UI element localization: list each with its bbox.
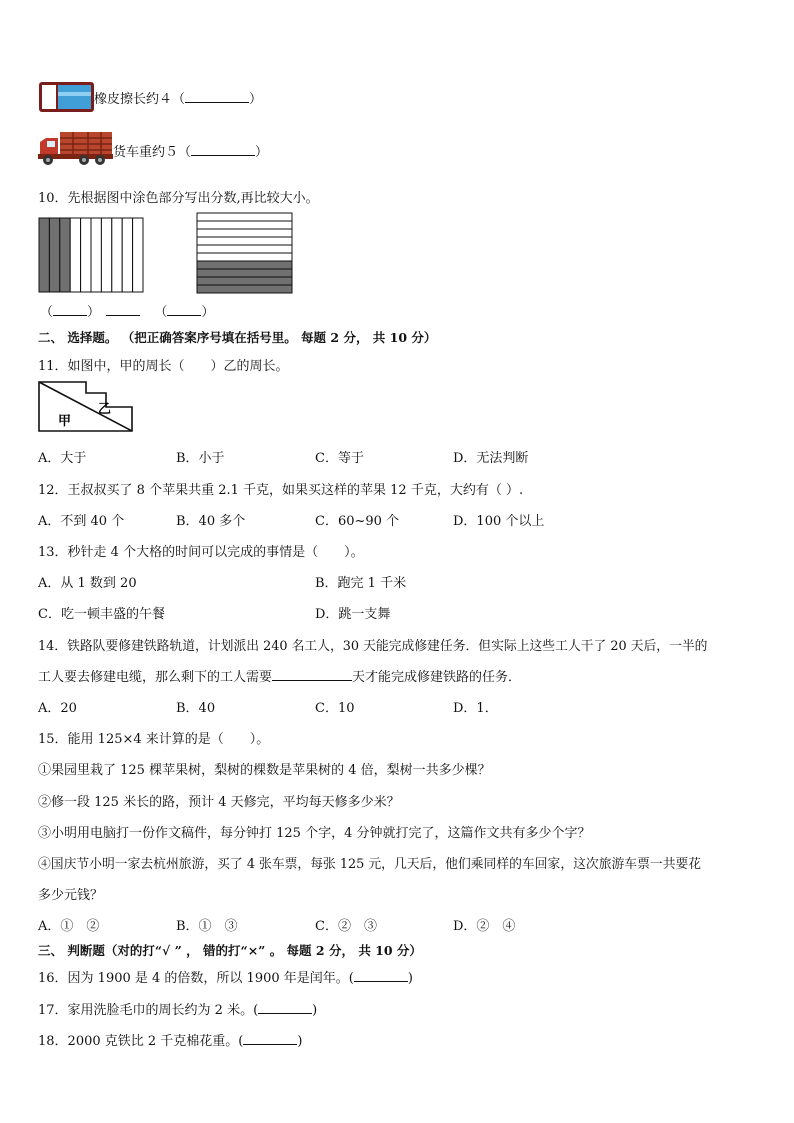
answer-blank[interactable]: [243, 1032, 297, 1045]
question-17: 17．家用洗脸毛巾的周长约为 2 米。( ): [38, 1003, 318, 1018]
truck-icon: [38, 128, 114, 168]
answer-blank[interactable]: [258, 1001, 312, 1014]
blank-row: [197, 221, 292, 229]
option-d[interactable]: D．1．: [453, 701, 498, 716]
question-10: 10．先根据图中涂色部分写出分数,再比较大小。: [38, 191, 319, 206]
question-14-line-2: 工人要去修建电缆，那么剩下的工人需要 天才能完成修建铁路的任务．: [38, 670, 522, 685]
compare-blanks: （ ） （ ）: [40, 305, 215, 320]
question-18: 18．2000 克铁比 2 千克棉花重。( ): [38, 1034, 303, 1049]
blank-row: [197, 237, 292, 245]
compare-blank[interactable]: [106, 303, 140, 316]
fraction-figure-vertical: [38, 217, 144, 293]
question-15-item-4-cont: 多少元钱？: [38, 888, 104, 903]
question-15-item-1: ①果园里栽了 125 棵苹果树，梨树的棵数是苹果树的 4 倍，梨树一共多少棵？: [38, 763, 491, 778]
option-b[interactable]: B．40: [176, 701, 216, 716]
question-13: 13．秒针走 4 个大格的时间可以完成的事情是（ ）。: [38, 545, 364, 560]
fraction-figure-horizontal: [196, 212, 293, 294]
option-c[interactable]: C．60~90 个: [315, 514, 400, 529]
answer-blank[interactable]: [272, 668, 352, 681]
question-15: 15．能用 125×4 来计算的是（ ）。: [38, 732, 270, 747]
section-2-title: 二、 选择题。 （把正确答案序号填在括号里。 每题 2 分， 共 10 分）: [38, 330, 437, 345]
blank-row: [197, 253, 292, 261]
option-a[interactable]: A．大于: [38, 451, 87, 466]
answer-blank[interactable]: [185, 90, 249, 103]
option-c[interactable]: C．吃一顿丰盛的午餐: [38, 607, 165, 622]
shaded-row: [197, 285, 292, 293]
answer-blank[interactable]: [354, 969, 408, 982]
option-c[interactable]: C．等于: [315, 451, 364, 466]
option-a[interactable]: A．① ②: [38, 919, 100, 934]
option-d[interactable]: D．跳一支舞: [315, 607, 391, 622]
question-15-item-3: ③小明用电脑打一份作文稿件，每分钟打 125 个字，4 分钟就打完了，这篇作文共有多少个字？: [38, 826, 591, 841]
option-d[interactable]: D．② ④: [453, 919, 516, 934]
eraser-question: 橡皮擦长约４（ ）: [94, 92, 263, 107]
label-jia: 甲: [58, 414, 72, 429]
option-a[interactable]: A．从 1 数到 20: [38, 576, 137, 591]
fraction-blank-1[interactable]: [53, 303, 87, 316]
question-12: 12．王叔叔买了 8 个苹果共重 2.1 千克，如果买这样的苹果 12 千克，大约有（ ）.: [38, 483, 524, 498]
blank-strip: [122, 218, 132, 292]
option-d[interactable]: D．无法判断: [453, 451, 529, 466]
question-11: 11．如图中，甲的周长（ ）乙的周长。: [38, 359, 289, 374]
option-c[interactable]: C．10: [315, 701, 355, 716]
option-a[interactable]: A．不到 40 个: [38, 514, 125, 529]
blank-strip: [101, 218, 111, 292]
option-b[interactable]: B．① ③: [176, 919, 238, 934]
shaded-strip: [60, 218, 70, 292]
option-a[interactable]: A．20: [38, 701, 77, 716]
blank-strip: [81, 218, 91, 292]
question-15-item-4: ④国庆节小明一家去杭州旅游，买了 4 张车票，每张 125 元，几天后，他们乘同样的车回家，这次旅游车票一共要花: [38, 857, 702, 872]
shaded-strip: [39, 218, 49, 292]
question-14-line-1: 14．铁路队要修建铁路轨道，计划派出 240 名工人，30 天能完成修建任务．但实际上这些工人干了 20 天后，一半的: [38, 639, 708, 654]
blank-row: [197, 213, 292, 221]
option-c[interactable]: C．② ③: [315, 919, 377, 934]
option-d[interactable]: D．100 个以上: [453, 514, 545, 529]
shaded-row: [197, 261, 292, 269]
question-15-item-2: ②修一段 125 米长的路，预计 4 天修完，平均每天修多少米？: [38, 795, 400, 810]
fraction-blank-2[interactable]: [167, 303, 201, 316]
blank-strip: [112, 218, 122, 292]
blank-strip: [91, 218, 101, 292]
section-3-title: 三、 判断题（对的打“√ ” ， 错的打“×” 。 每题 2 分， 共 10 分）: [38, 943, 422, 958]
label-yi: 乙: [98, 402, 112, 417]
perimeter-figure: [38, 381, 134, 433]
shaded-row: [197, 277, 292, 285]
blank-row: [197, 229, 292, 237]
blank-row: [197, 245, 292, 253]
option-b[interactable]: B．40 多个: [176, 514, 246, 529]
blank-strip: [70, 218, 80, 292]
shaded-row: [197, 269, 292, 277]
option-b[interactable]: B．小于: [176, 451, 225, 466]
question-16: 16．因为 1900 是 4 的倍数，所以 1900 年是闰年。( ): [38, 971, 413, 986]
truck-question: 货车重约５（ ）: [113, 145, 269, 160]
option-b[interactable]: B．跑完 1 千米: [315, 576, 407, 591]
eraser-icon: [38, 80, 96, 114]
answer-blank[interactable]: [191, 143, 255, 156]
blank-strip: [133, 218, 143, 292]
shaded-strip: [49, 218, 59, 292]
